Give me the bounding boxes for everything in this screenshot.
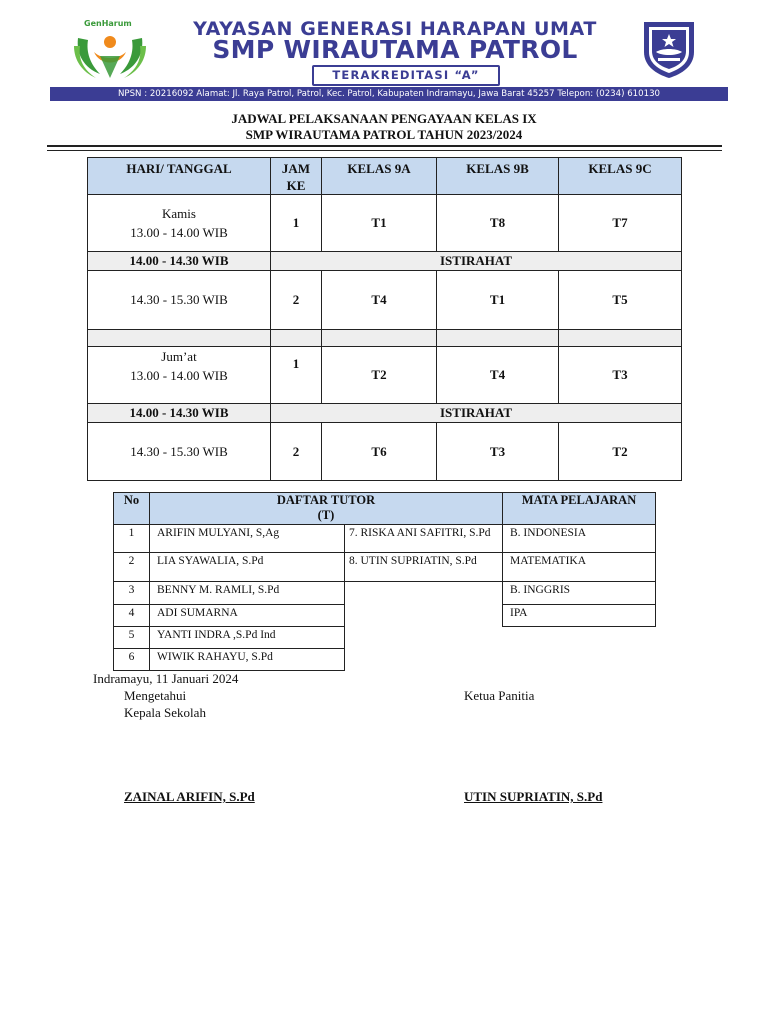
header-tutor: DAFTAR TUTOR (T) bbox=[150, 493, 503, 525]
subject-name: MATEMATIKA bbox=[503, 553, 656, 582]
slot-cell: T2 bbox=[322, 347, 437, 404]
break-time: 14.00 - 14.30 WIB bbox=[88, 252, 271, 271]
break-label: ISTIRAHAT bbox=[271, 404, 682, 423]
header-no: No bbox=[114, 493, 150, 525]
time-cell: 14.30 - 15.30 WIB bbox=[88, 423, 271, 481]
tutor-no: 2 bbox=[114, 553, 150, 582]
tutor-name: BENNY M. RAMLI, S.Pd bbox=[150, 582, 345, 605]
header-jam: JAM KE bbox=[271, 158, 322, 195]
tutor-header-row bbox=[114, 493, 656, 525]
right-signatory-role: Ketua Panitia bbox=[464, 688, 535, 703]
schedule-row bbox=[88, 423, 682, 481]
break-row bbox=[88, 252, 682, 271]
tutor-no: 4 bbox=[114, 605, 150, 627]
foundation-name: YAYASAN GENERASI HARAPAN UMAT bbox=[193, 18, 597, 40]
genharum-logo bbox=[70, 16, 150, 82]
left-signatory-name: ZAINAL ARIFIN, S.Pd bbox=[124, 789, 255, 804]
tutor-no: 6 bbox=[114, 649, 150, 671]
accreditation-badge: TERAKREDITASI “A” bbox=[312, 65, 500, 86]
schedule-header-row bbox=[88, 158, 682, 195]
tutor-table bbox=[113, 492, 656, 671]
day-cell: Jum’at 13.00 - 14.00 WIB bbox=[88, 347, 271, 404]
schedule-row bbox=[88, 347, 682, 404]
right-signatory-name: UTIN SUPRIATIN, S.Pd bbox=[464, 789, 603, 804]
schedule-row bbox=[88, 271, 682, 330]
slot-cell: T7 bbox=[559, 195, 682, 252]
header-kelas-9c: KELAS 9C bbox=[559, 158, 682, 195]
tutor-row bbox=[114, 605, 656, 627]
acknowledge-label: Mengetahui bbox=[124, 688, 187, 703]
break-time: 14.00 - 14.30 WIB bbox=[88, 404, 271, 423]
tutor-row bbox=[114, 627, 656, 649]
slot-cell: T3 bbox=[559, 347, 682, 404]
document-subtitle: SMP WIRAUTAMA PATROL TAHUN 2023/2024 bbox=[245, 127, 523, 142]
tutor-row bbox=[114, 582, 656, 605]
place-date: Indramayu, 11 Januari 2024 bbox=[93, 671, 239, 686]
title-rule bbox=[47, 145, 722, 147]
tutor-row bbox=[114, 649, 656, 671]
slot-cell: T4 bbox=[322, 271, 437, 330]
tutor-name: YANTI INDRA ,S.Pd Ind bbox=[150, 627, 345, 649]
header-day: HARI/ TANGGAL bbox=[88, 158, 271, 195]
tutor-name: ADI SUMARNA bbox=[150, 605, 345, 627]
break-label: ISTIRAHAT bbox=[271, 252, 682, 271]
left-signatory-role: Kepala Sekolah bbox=[124, 705, 206, 720]
subject-name: IPA bbox=[503, 605, 656, 627]
tutor-row bbox=[114, 525, 656, 553]
slot-cell: T8 bbox=[437, 195, 559, 252]
school-shield-icon bbox=[640, 18, 698, 80]
tutor-no: 3 bbox=[114, 582, 150, 605]
schedule-table bbox=[87, 157, 682, 481]
jam-cell: 2 bbox=[271, 423, 322, 481]
tutor-row bbox=[114, 553, 656, 582]
header-kelas-9b: KELAS 9B bbox=[437, 158, 559, 195]
header-subject: MATA PELAJARAN bbox=[503, 493, 656, 525]
logo-left-text: GenHarum bbox=[84, 19, 132, 28]
slot-cell: T1 bbox=[437, 271, 559, 330]
jam-cell: 1 bbox=[271, 195, 322, 252]
tutor-name: LIA SYAWALIA, S.Pd bbox=[150, 553, 345, 582]
document-title: JADWAL PELAKSANAAN PENGAYAAN KELAS IX bbox=[231, 111, 537, 126]
break-row bbox=[88, 404, 682, 423]
slot-cell: T4 bbox=[437, 347, 559, 404]
slot-cell: T6 bbox=[322, 423, 437, 481]
day-cell: Kamis 13.00 - 14.00 WIB bbox=[88, 195, 271, 252]
subject-name: B. INGGRIS bbox=[503, 582, 656, 605]
schedule-row bbox=[88, 195, 682, 252]
tutor-name: ARIFIN MULYANI, S,Ag bbox=[150, 525, 345, 553]
tutor-name: WIWIK RAHAYU, S.Pd bbox=[150, 649, 345, 671]
tutor-name: 8. UTIN SUPRIATIN, S.Pd bbox=[345, 553, 503, 582]
header-kelas-9a: KELAS 9A bbox=[322, 158, 437, 195]
slot-cell: T3 bbox=[437, 423, 559, 481]
address-bar: NPSN : 20216092 Alamat: Jl. Raya Patrol, Patrol, Kec. Patrol, Kabupaten Indramayu, Jawa Barat 45257 Telepon: (0234) 610130 bbox=[50, 87, 728, 101]
slot-cell: T2 bbox=[559, 423, 682, 481]
jam-cell: 2 bbox=[271, 271, 322, 330]
tutor-no: 5 bbox=[114, 627, 150, 649]
tutor-name: 7. RISKA ANI SAFITRI, S.Pd bbox=[345, 525, 503, 553]
tutor-no: 1 bbox=[114, 525, 150, 553]
time-cell: 14.30 - 15.30 WIB bbox=[88, 271, 271, 330]
subject-name: B. INDONESIA bbox=[503, 525, 656, 553]
spacer-row bbox=[88, 330, 682, 347]
slot-cell: T5 bbox=[559, 271, 682, 330]
school-name: SMP WIRAUTAMA PATROL bbox=[212, 35, 578, 64]
title-rule-thin bbox=[47, 150, 722, 151]
slot-cell: T1 bbox=[322, 195, 437, 252]
jam-cell: 1 bbox=[271, 347, 322, 404]
